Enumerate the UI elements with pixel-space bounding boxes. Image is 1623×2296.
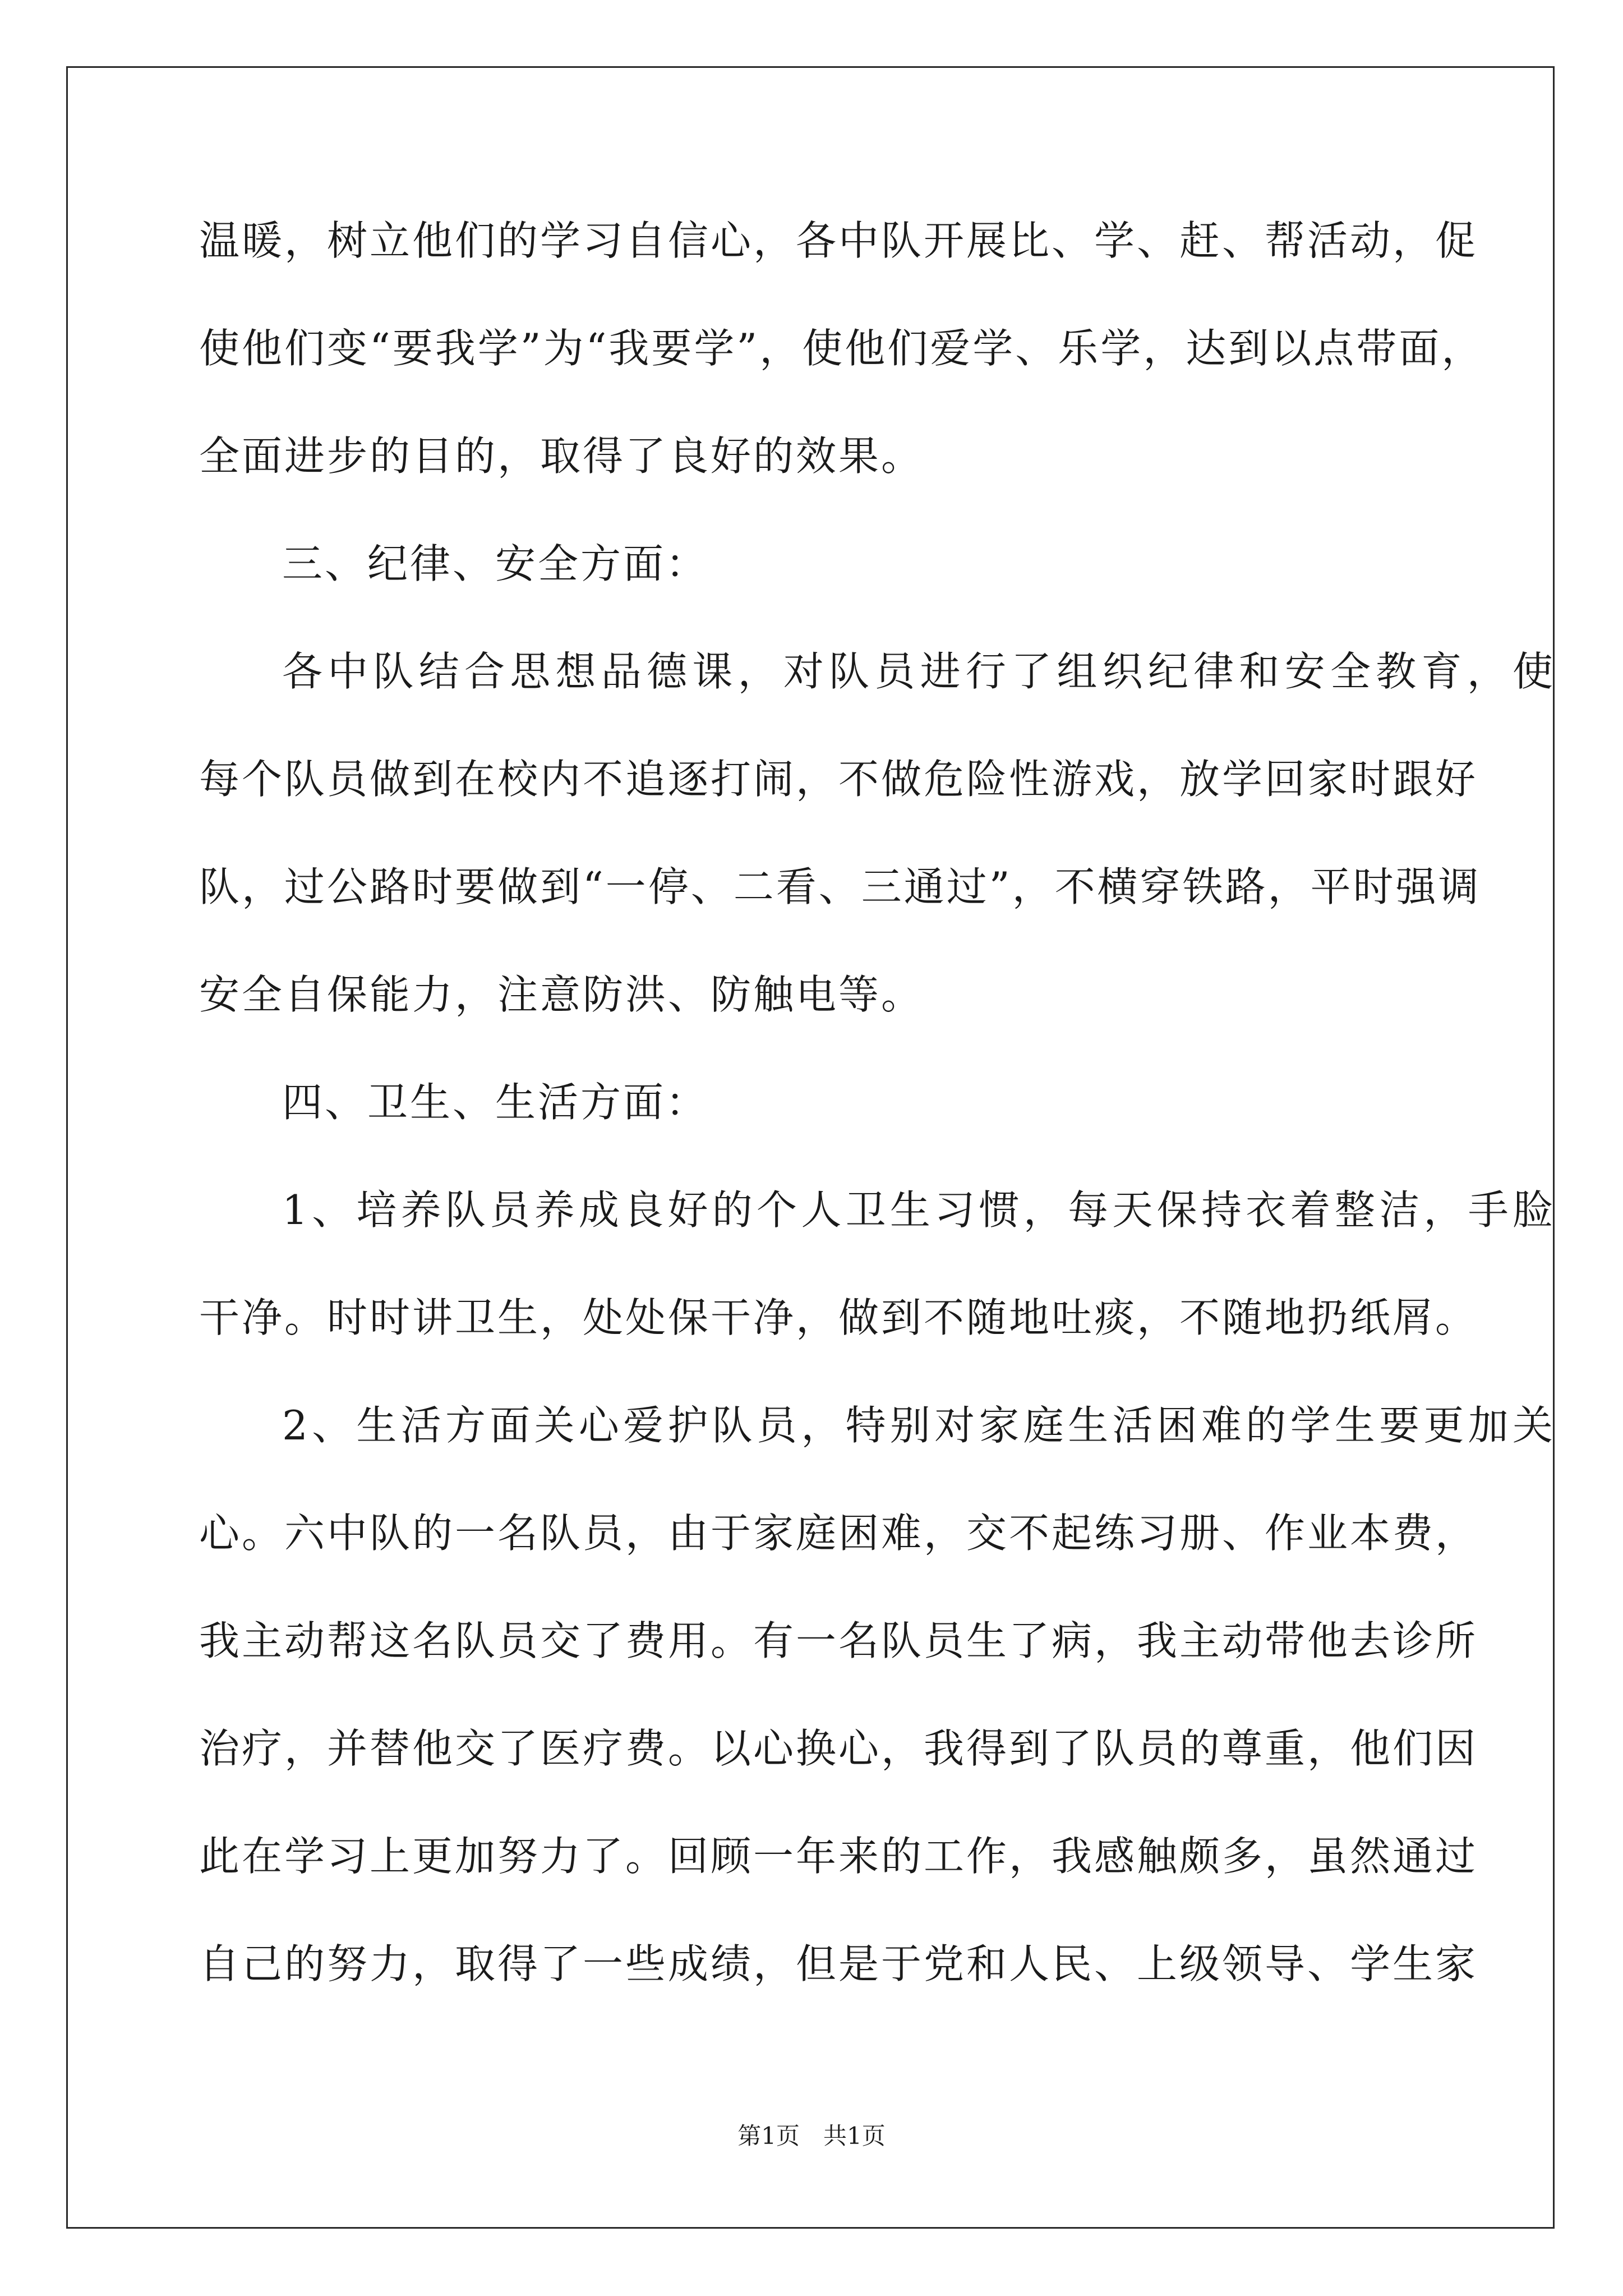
text-line: 全面进步的目的，取得了良好的效果。 <box>199 432 924 480</box>
text-line: 队，过公路时要做到“一停、二看、三通过”，不横穿铁路，平时强调 <box>199 863 1481 910</box>
text-line: 治疗，并替他交了医疗费。以心换心，我得到了队员的尊重，他们因 <box>199 1725 1478 1772</box>
section-heading: 三、纪律、安全方面： <box>282 540 709 587</box>
text-line: 安全自保能力，注意防洪、防触电等。 <box>199 971 924 1018</box>
text-line: 1、培养队员养成良好的个人卫生习惯，每天保持衣着整洁，手脸 <box>282 1186 1555 1234</box>
document-body <box>199 217 1555 2051</box>
text-line: 此在学习上更加努力了。回顾一年来的工作，我感触颇多，虽然通过 <box>199 1833 1478 1880</box>
text-line: 各中队结合思想品德课，对队员进行了组织纪律和安全教育，使 <box>282 648 1555 695</box>
text-line: 我主动帮这名队员交了费用。有一名队员生了病，我主动带他去诊所 <box>199 1617 1478 1664</box>
section-heading: 四、卫生、生活方面： <box>282 1079 709 1126</box>
text-line: 干净。时时讲卫生，处处保干净，做到不随地吐痰，不随地扔纸屑。 <box>199 1294 1478 1341</box>
page-number-footer: 第1页 共1页 <box>737 2122 886 2150</box>
text-line: 温暖，树立他们的学习自信心，各中队开展比、学、赶、帮活动，促 <box>199 217 1478 264</box>
text-line: 心。六中队的一名队员，由于家庭困难，交不起练习册、作业本费， <box>199 1510 1478 1557</box>
text-line: 2、生活方面关心爱护队员，特别对家庭生活困难的学生要更加关 <box>282 1402 1555 1449</box>
text-line: 使他们变“要我学”为“我要学”，使他们爱学、乐学，达到以点带面， <box>199 325 1484 372</box>
text-line: 每个队员做到在校内不追逐打闹，不做危险性游戏，放学回家时跟好 <box>199 756 1478 803</box>
text-line: 自己的努力，取得了一些成绩，但是于党和人民、上级领导、学生家 <box>199 1940 1478 1987</box>
